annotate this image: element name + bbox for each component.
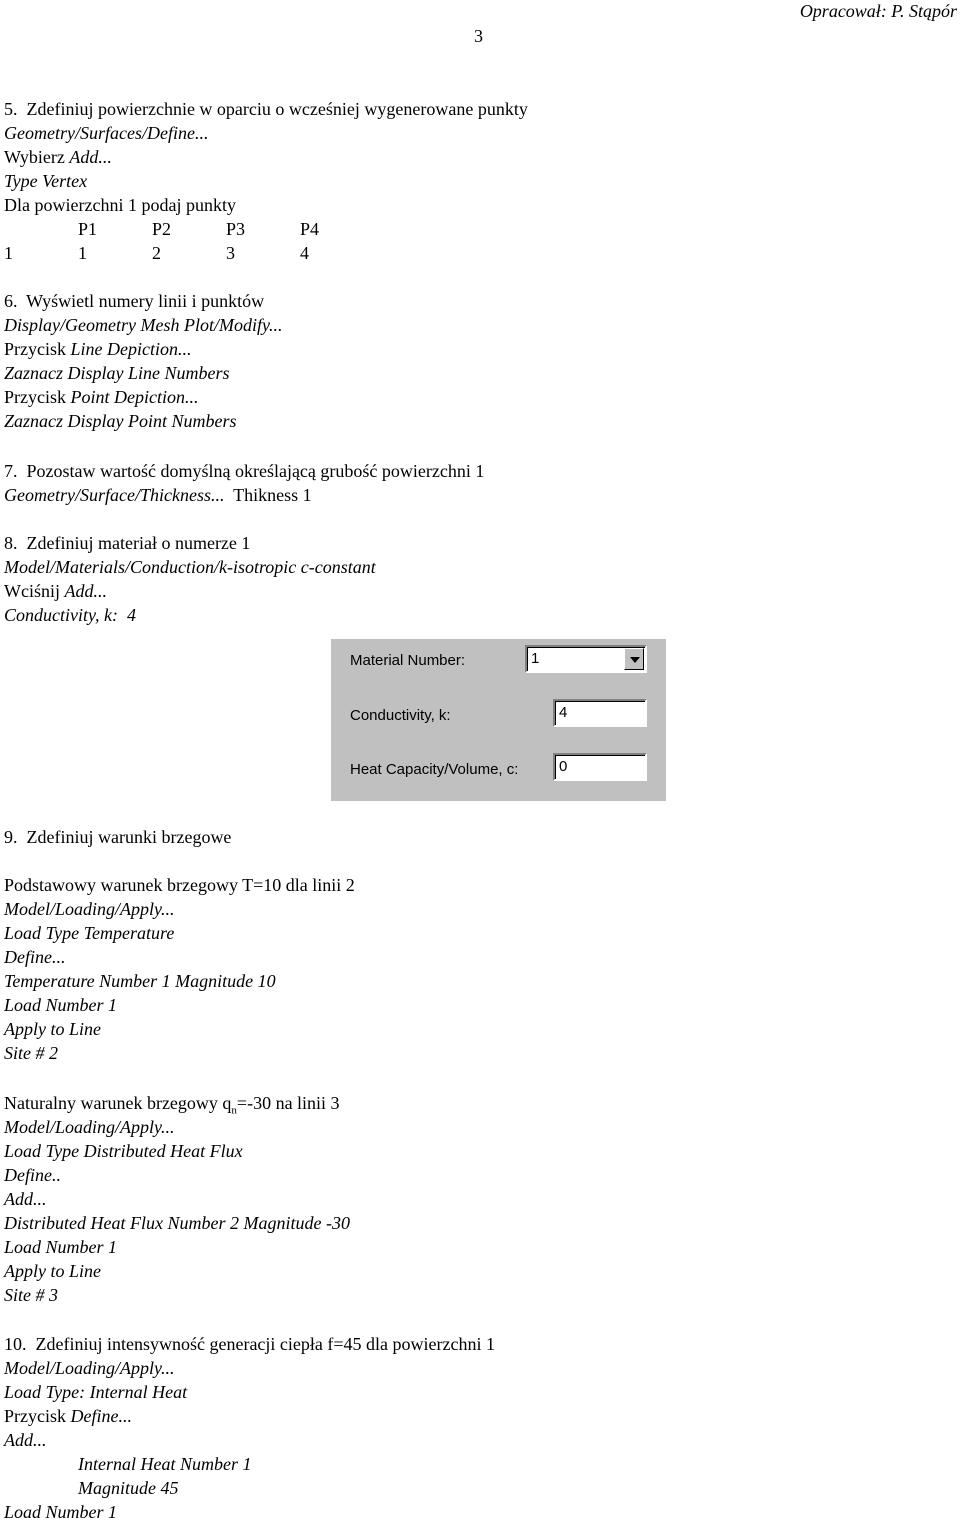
heat-capacity-label: Heat Capacity/Volume, c: xyxy=(350,761,519,778)
page-number: 3 xyxy=(474,26,483,46)
col-p3: P3 xyxy=(226,219,246,239)
s9-neumann-title xyxy=(4,1092,340,1117)
section-8-title: 8. Zdefiniuj materiał o numerze 1 xyxy=(4,533,251,553)
s10-load-type: Load Type: Internal Heat xyxy=(4,1382,188,1402)
heat-capacity-input[interactable]: 0 xyxy=(553,753,647,781)
s9-b-title-sub: n xyxy=(231,1104,237,1117)
s10-load-number: Load Number 1 xyxy=(4,1502,118,1522)
s5-surface-points: Dla powierzchni 1 podaj punkty xyxy=(4,195,236,215)
s8-add-text: Add... xyxy=(64,581,107,601)
val-surface: 1 xyxy=(4,243,13,263)
s9-b-load-number: Load Number 1 xyxy=(4,1237,118,1257)
s6-line-numbers: Zaznacz Display Line Numbers xyxy=(4,363,230,383)
s9-a-define: Define... xyxy=(4,947,66,967)
s6-line-depiction xyxy=(4,338,191,360)
col-p1: P1 xyxy=(78,219,98,239)
section-10-title: 10. Zdefiniuj intensywność generacji ciepła f=45 dla powierzchni 1 xyxy=(4,1334,495,1354)
section-5-title: 5. Zdefiniuj powierzchnie w oparciu o wcześniej wygenerowane punkty xyxy=(4,99,528,119)
points-value-row xyxy=(0,242,400,264)
s8-menu-path: Model/Materials/Conduction/k-isotropic c-constant xyxy=(4,557,376,577)
s6-point-depiction xyxy=(4,386,198,408)
author-credit: Opracował: P. Stąpór xyxy=(799,1,957,21)
val-p3: 3 xyxy=(226,243,235,263)
s7-thickness xyxy=(4,484,312,506)
s9-b-menu-path: Model/Loading/Apply... xyxy=(4,1117,175,1137)
s9-dirichlet-title: Podstawowy warunek brzegowy T=10 dla linii 2 xyxy=(4,875,355,895)
s9-a-site: Site # 2 xyxy=(4,1043,58,1063)
val-p1: 1 xyxy=(78,243,87,263)
s7-menu-path: Geometry/Surface/Thickness... xyxy=(4,485,225,505)
s6-press-text: Przycisk xyxy=(4,339,71,359)
points-header-row xyxy=(0,218,400,240)
s7-thickness-value: Thikness 1 xyxy=(224,485,312,505)
s6-point-depiction-text: Point Depiction... xyxy=(70,387,199,407)
dropdown-arrow-icon[interactable] xyxy=(624,648,644,670)
section-9-title: 9. Zdefiniuj warunki brzegowe xyxy=(4,827,232,847)
s6-point-numbers: Zaznacz Display Point Numbers xyxy=(4,411,237,431)
s5-choose-text: Wybierz xyxy=(4,147,70,167)
s9-a-apply-line: Apply to Line xyxy=(4,1019,101,1039)
s10-press-text: Przycisk xyxy=(4,1406,71,1426)
s8-conductivity: Conductivity, k: 4 xyxy=(4,605,136,625)
s10-menu-path: Model/Loading/Apply... xyxy=(4,1358,175,1378)
conductivity-input[interactable]: 4 xyxy=(553,699,647,727)
material-number-label: Material Number: xyxy=(350,652,466,669)
s5-add-text: Add... xyxy=(69,147,112,167)
s9-a-load-number: Load Number 1 xyxy=(4,995,118,1015)
s9-a-temperature: Temperature Number 1 Magnitude 10 xyxy=(4,971,276,991)
conductivity-label: Conductivity, k: xyxy=(350,707,451,724)
material-dialog xyxy=(331,639,666,801)
section-6-title: 6. Wyświetl numery linii i punktów xyxy=(4,291,265,311)
s8-press-text: Wciśnij xyxy=(4,581,65,601)
s10-magnitude: Magnitude 45 xyxy=(78,1478,179,1498)
material-number-value: 1 xyxy=(531,650,540,667)
s9-b-load-type: Load Type Distributed Heat Flux xyxy=(4,1141,243,1161)
val-p2: 2 xyxy=(152,243,161,263)
s9-b-title-post: =-30 na linii 3 xyxy=(236,1093,340,1113)
s5-type-vertex: Type Vertex xyxy=(4,171,88,191)
s9-b-title-pre: Naturalny warunek brzegowy q xyxy=(4,1093,232,1113)
s9-b-add: Add... xyxy=(4,1189,47,1209)
section-7-title: 7. Pozostaw wartość domyślną określającą grubość powierzchni 1 xyxy=(4,461,485,481)
s6-press-text-2: Przycisk xyxy=(4,387,71,407)
s6-line-depiction-text: Line Depiction... xyxy=(70,339,192,359)
s10-add: Add... xyxy=(4,1430,47,1450)
col-p2: P2 xyxy=(152,219,172,239)
s9-b-apply-line: Apply to Line xyxy=(4,1261,101,1281)
s10-internal-heat: Internal Heat Number 1 xyxy=(78,1454,252,1474)
s9-b-flux: Distributed Heat Flux Number 2 Magnitude -30 xyxy=(4,1213,350,1233)
s9-a-menu-path: Model/Loading/Apply... xyxy=(4,899,175,919)
s10-define xyxy=(4,1405,132,1427)
s5-menu-path: Geometry/Surfaces/Define... xyxy=(4,123,209,143)
s8-press-add xyxy=(4,580,107,602)
s9-b-site: Site # 3 xyxy=(4,1285,58,1305)
s5-choose-add xyxy=(4,146,112,168)
val-p4: 4 xyxy=(300,243,309,263)
col-p4: P4 xyxy=(300,219,320,239)
s9-b-define: Define.. xyxy=(4,1165,61,1185)
s9-a-load-type: Load Type Temperature xyxy=(4,923,175,943)
material-number-select[interactable] xyxy=(525,645,647,673)
s6-menu-path: Display/Geometry Mesh Plot/Modify... xyxy=(4,315,283,335)
s10-define-text: Define... xyxy=(70,1406,132,1426)
